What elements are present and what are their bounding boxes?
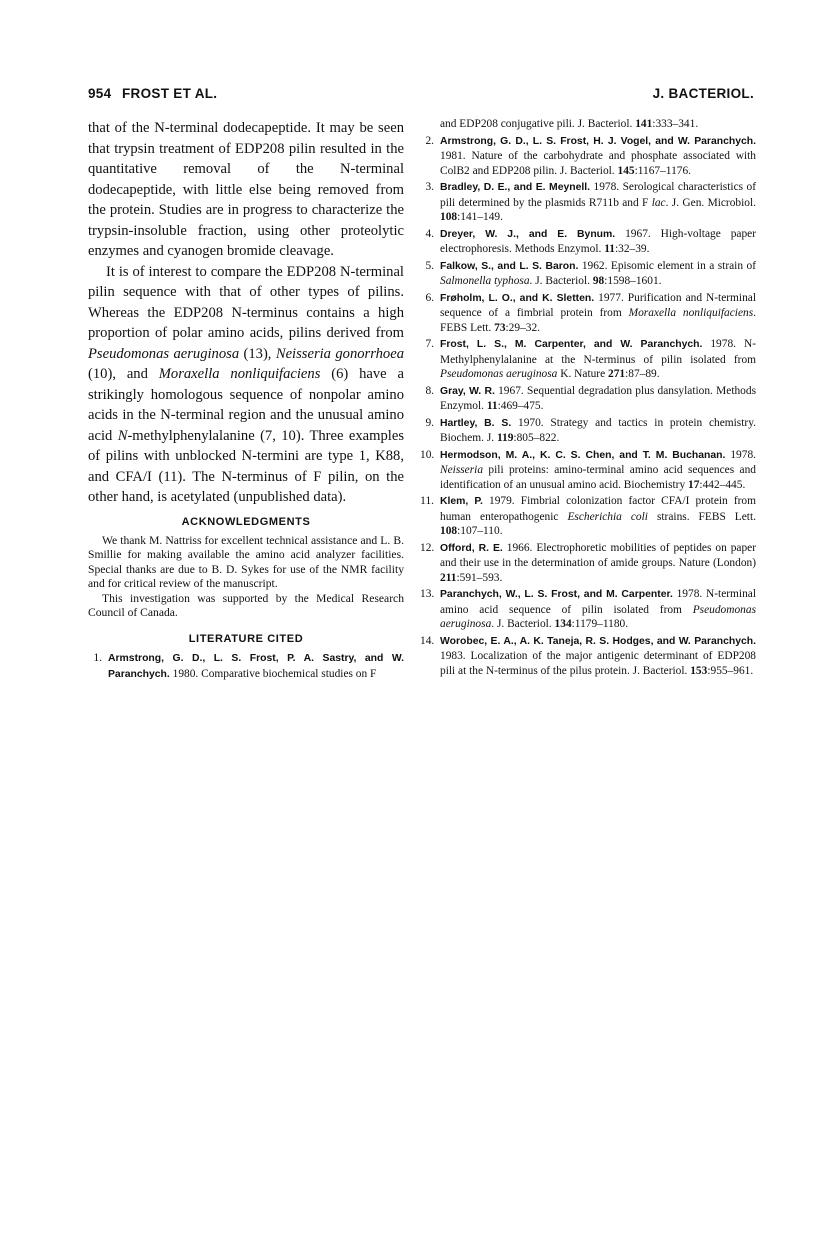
reference-item: 8. Gray, W. R. 1967. Sequential degradation plus dansylation. Methods Enzymol. 11:469–475. (425, 384, 756, 412)
reference-item: 13. Paranchych, W., L. S. Frost, and M. Carpenter. 1978. N-terminal amino acid sequence of pilin isolated from Pseudomonas aeruginosa. J. Bacteriol. 134:1179–1180. (420, 588, 756, 630)
reference-item: 2. Armstrong, G. D., L. S. Frost, H. J. Vogel, and W. Paranchych. 1981. Nature of the carbohydrate and phosphate associated with ColB2 and EDP208 pilin. J. Bacteriol. 145:1167–1176. (425, 134, 756, 177)
acknowledgments-section (88, 516, 404, 622)
reference-item: 4. Dreyer, W. J., and E. Bynum. 1967. High-voltage paper electrophoresis. Methods Enzymol. 11:32–39. (425, 227, 756, 255)
reference-item: 14. Worobec, E. A., A. K. Taneja, R. S. Hodges, and W. Paranchych. 1983. Localization of the major antigenic determinant of EDP208 pili at the N-terminus of the pilus protein. J. Bacteriol. 153:955–961. (420, 634, 756, 677)
reference-continuation: and EDP208 conjugative pili. J. Bacteriol. 141:333–341. (440, 118, 699, 130)
reference-item: 9. Hartley, B. S. 1970. Strategy and tactics in protein chemistry. Biochem. J. 119:805–822. (425, 416, 757, 444)
page-number: 954 (88, 86, 112, 101)
reference-item: 12. Offord, R. E. 1966. Electrophoretic mobilities of peptides on paper and their use in the determination of amide groups. Nature (London) 211:591–593. (420, 541, 757, 584)
species-name: Moraxella nonliquifaciens (158, 366, 321, 382)
body-paragraph-1: that of the N-terminal dodecapeptide. It may be seen that trypsin treatment of EDP208 pilin resulted in the quantitative removal of the N-terminal dodecapeptide, with little else being removed from the protein. Studies are in progress to characterize the trypsin-insoluble fraction, using other proteolytic enzymes and cyanogen bromide cleavage. (88, 120, 404, 259)
reference-item: 1. Armstrong, G. D., L. S. Frost, P. A. Sastry, and W. Paranchych. 1980. Comparative biochemical studies on F (93, 652, 404, 680)
reference-item: 11. Klem, P. 1979. Fimbrial colonization factor CFA/I protein from human enteropathogenic Escherichia coli strains. FEBS Lett. 108:107–110. (420, 495, 756, 537)
literature-cited-heading: LITERATURE CITED (188, 633, 304, 646)
journal-name: J. BACTERIOL. (652, 86, 754, 101)
acknowledgments-paragraph: We thank M. Nattriss for excellent technical assistance and L. B. Smillie for making available the amino acid analyzer facilities. Special thanks are due to B. D. Sykes for use of the NMR facility and for critical review of the manuscript. (88, 533, 404, 591)
reference-list-left (88, 651, 404, 682)
reference-item: 3. Bradley, D. E., and E. Meynell. 1978. Serological characteristics of pili determined by the plasmids R711b and F lac. J. Gen. Microbiol. 108:141–149. (425, 181, 756, 223)
right-column (420, 117, 756, 680)
reference-list-right (420, 117, 756, 678)
reference-item: 10. Hermodson, M. A., K. C. S. Chen, and T. M. Buchanan. 1978. Neisseria pili proteins: amino-terminal amino acid sequences and identification of an unusual amino acid. Biochemistry 17:442–445. (420, 448, 756, 491)
species-name: Pseudomonas aeruginosa (88, 345, 240, 362)
body-text (88, 118, 404, 508)
species-name: Neisseria gonorrhoea (275, 345, 404, 362)
reference-item: 7. Frost, L. S., M. Carpenter, and W. Paranchych. 1978. N-Methylphenylalanine at the N-terminus of pilin isolated from Pseudomonas aeruginosa K. Nature 271:87–89. (425, 338, 756, 380)
acknowledgments-heading: ACKNOWLEDGMENTS (181, 515, 311, 528)
body-paragraph-2: It is of interest to compare the EDP208 N-terminal pilin sequence with that of other types of pilins. Whereas the EDP208 N-terminus contains a high proportion of polar amino acids, pilins derived from Pseudomonas aeruginosa (13), Neisseria gonorrhoea (10), and Moraxella nonliquifaciens (6) have a strikingly homologous sequence of nonpolar amino acids in the N-terminal region and the unusual amino acid N-methylphenylalanine (7, 10). Three examples of pilins with unblocked N-termini are type 1, K88, and CFA/I (11). The N-terminus of F pilin, on the other hand, is acetylated (unpublished data). (88, 263, 404, 505)
reference-item: 5. Falkow, S., and L. S. Baron. 1962. Episomic element in a strain of Salmonella typhosa. J. Bacteriol. 98:1598–1601. (425, 259, 756, 287)
funding-paragraph: This investigation was supported by the Medical Research Council of Canada. (88, 591, 404, 620)
left-column (88, 118, 404, 684)
reference-item: 6. Frøholm, L. O., and K. Sletten. 1977. Purification and N-terminal sequence of a fimbrial protein from Moraxella nonliquifaciens. FEBS Lett. 73:29–32. (425, 291, 756, 334)
running-head (88, 86, 754, 106)
running-authors: FROST ET AL. (122, 86, 218, 101)
